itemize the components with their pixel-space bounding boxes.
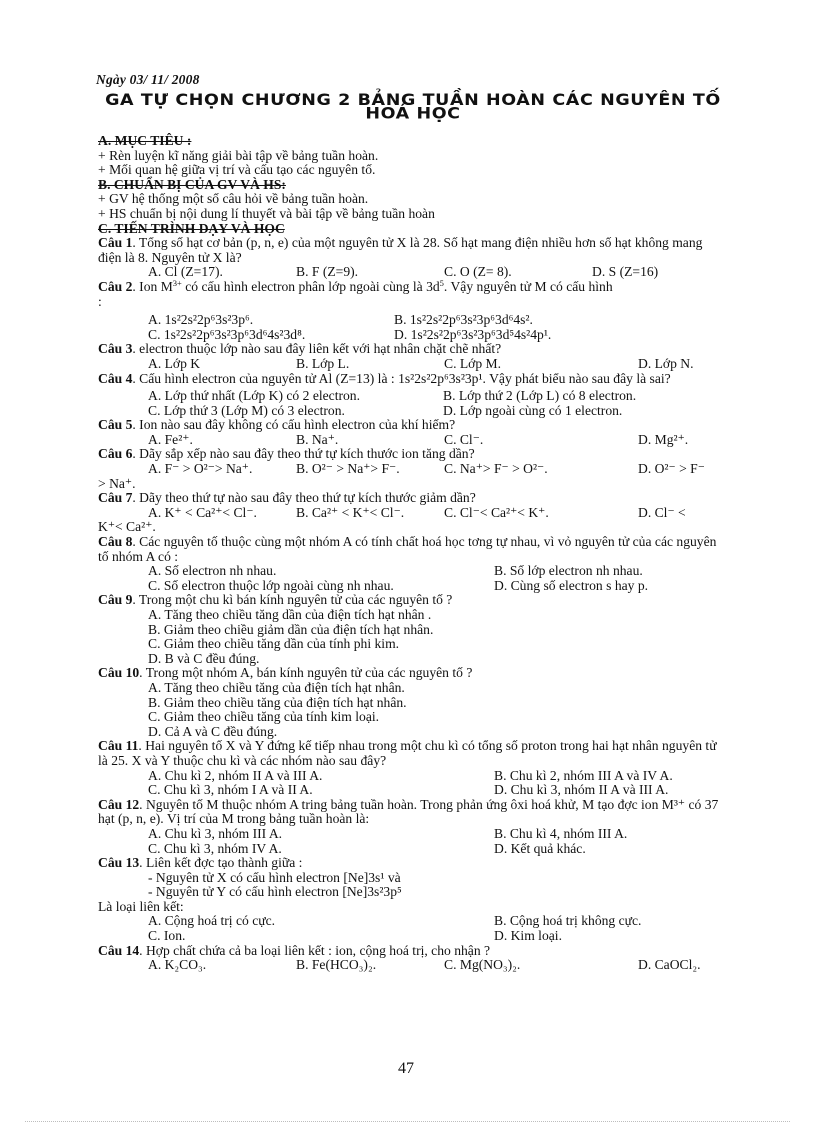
option-c: C. Cl⁻. [444, 431, 484, 447]
question-14 [98, 944, 728, 959]
question-text: . Liên kết đợc tạo thành giữa : [139, 855, 303, 871]
question-7 [98, 491, 728, 506]
question-label: Câu 5 [98, 417, 133, 433]
question-text: . Hợp chất chứa cả ba loại liên kết : ion, cộng hoá trị, cho nhận ? [139, 942, 491, 958]
option-d: D. Chu kì 3, nhóm II A và III A. [494, 782, 669, 798]
option-d-continuation: K⁺< Ca²⁺. [98, 519, 156, 535]
option-d: D. Kim loại. [494, 928, 562, 944]
question-label: Câu 7 [98, 490, 133, 506]
option-a: A. Cl (Z=17). [148, 264, 223, 280]
option-c: C. Na⁺> F⁻ > O²⁻. [444, 461, 548, 477]
option-b: B. F (Z=9). [296, 264, 359, 280]
section-a-heading: A. MỤC TIÊU : [98, 133, 192, 148]
options-row [98, 564, 728, 579]
question-label: Câu 11 [98, 738, 139, 754]
question-text: . Hai nguyên tố X và Y đứng kế tiếp nhau trong một chu kì có tổng số proton trong hai hạt nhân nguyên tử là 25. X và Y thuộc chu kì và các nhóm nào sau đây? [98, 738, 717, 768]
question-label: Câu 14 [98, 942, 140, 958]
option-b: B. Chu kì 4, nhóm III A. [494, 825, 628, 841]
option-a: A. Tăng theo chiều tăng dần của điện tích hạt nhân . [148, 607, 432, 622]
question-text: . Dãy theo thứ tự nào sau đây theo thứ tự kích thước giảm dần? [132, 490, 476, 506]
title-line-2: HOÁ HỌC [365, 104, 461, 123]
question-1 [98, 236, 728, 265]
question-label: Câu 6 [98, 446, 133, 462]
option-b: B. Lớp L. [296, 355, 350, 371]
option-d: D. 1s²2s²2p⁶3s²3p⁶3d⁵4s²4p¹. [394, 326, 552, 342]
options-row [98, 769, 728, 784]
question-label: Câu 2 [98, 278, 133, 294]
question-5 [98, 418, 728, 433]
option-d: D. Cả A và C đều đúng. [148, 723, 278, 739]
question-text: . Tổng số hạt cơ bản (p, n, e) của một nguyên tử X là 28. Số hạt mang điện nhiều hơn số hạt không mang điện là 8. Nguyên tử X là? [98, 235, 703, 265]
page-boundary-divider [25, 1121, 790, 1122]
options-row [98, 929, 728, 944]
question-text: . Vậy nguyên tử M có cấu hình [443, 278, 613, 294]
question-label: Câu 12 [98, 796, 140, 812]
question-text: . electron thuộc lớp nào sau đây liên kết với hạt nhân chặt chẽ nhất? [132, 341, 502, 357]
option-a: A. K⁺ < Ca²⁺< Cl⁻. [148, 504, 257, 520]
options-row [98, 783, 728, 798]
option-d: D. Mg²⁺. [638, 431, 689, 447]
date-line: Ngày 03/ 11/ 2008 [96, 72, 200, 87]
option-a: A. F⁻ > O²⁻> Na⁺. [148, 461, 253, 477]
option-b: B. O²⁻ > Na⁺> F⁻. [296, 461, 400, 477]
option-c: C. Lớp M. [444, 355, 502, 371]
option-a: A. Chu kì 2, nhóm II A và III A. [148, 767, 323, 783]
options-row [98, 404, 728, 419]
page-number: 47 [398, 1060, 414, 1077]
option-c: C. Ion. [148, 928, 186, 944]
question-2 [98, 277, 728, 295]
option-d: D. Cùng số electron s hay p. [494, 577, 649, 593]
option-d: D. Lớp ngoài cùng có 1 electron. [443, 402, 623, 418]
question-text-cont: : [98, 293, 102, 309]
superscript: 5 [439, 277, 444, 288]
section-b-heading: B. CHUẨN BỊ CỦA GV VÀ HS: [98, 176, 286, 192]
option-c: C. Cl⁻< Ca²⁺< K⁺. [444, 504, 549, 520]
option-b: B. Chu kì 2, nhóm III A và IV A. [494, 767, 673, 783]
options-row [98, 958, 728, 973]
option-d: D. S (Z=16) [592, 264, 659, 280]
question-label: Câu 1 [98, 235, 133, 251]
section-a-item: + Mối quan hệ giữa vị trí và cấu tạo các nguyên tố. [98, 162, 376, 178]
options-row [98, 827, 728, 842]
option-b: B. Ca²⁺ < K⁺< Cl⁻. [296, 504, 405, 520]
options-row [98, 914, 728, 929]
question-10 [98, 666, 728, 681]
option-d: D. Lớp N. [638, 355, 694, 371]
page-title [96, 91, 730, 123]
options-row [98, 389, 728, 404]
option-c: C. Chu kì 3, nhóm I A và II A. [148, 782, 313, 798]
option-b: B. Cộng hoá trị không cực. [494, 913, 642, 929]
superscript: 3+ [172, 277, 182, 288]
question-text: . Dãy sắp xếp nào sau đây theo thứ tự kích thước ion tăng dần? [132, 446, 475, 462]
question-label: Câu 13 [98, 855, 140, 871]
question-label: Câu 9 [98, 592, 133, 608]
option-a: A. K₂CO₃. [148, 957, 207, 973]
option-c: C. 1s²2s²2p⁶3s²3p⁶3d⁶4s²3d⁸. [148, 326, 306, 342]
option-a: A. Lớp K [148, 355, 201, 371]
question-text: có cấu hình electron phân lớp ngoài cùng là 3d [181, 278, 440, 294]
question-9 [98, 593, 728, 608]
question-text: . Các nguyên tố thuộc cùng một nhóm A có tính chất hoá học tơng tự nhau, vì vỏ nguyên tử của các nguyên tố nhóm A có : [98, 534, 717, 564]
option-b: B. 1s²2s²2p⁶3s²3p⁶3d⁶4s². [394, 312, 533, 328]
option-a: A. Tăng theo chiều tăng của điện tích hạt nhân. [148, 679, 405, 695]
question-text: . Trong một chu kì bán kính nguyên tử của các nguyên tố ? [132, 592, 453, 608]
option-d: D. B và C đều đúng. [148, 650, 260, 666]
question-subline: - Nguyên tử Y có cấu hình electron [Ne]3s²3p⁵ [148, 884, 402, 900]
option-a: A. Lớp thứ nhất (Lớp K) có 2 electron. [148, 388, 360, 404]
option-a: A. Cộng hoá trị có cực. [148, 913, 276, 929]
options-row [98, 328, 728, 343]
question-text: . Trong một nhóm A, bán kính nguyên tử của các nguyên tố ? [139, 665, 473, 681]
question-11 [98, 739, 728, 768]
options-row [98, 506, 728, 521]
section-b-item: + HS chuẩn bị nội dung lí thuyết và bài tập về bảng tuần hoàn [98, 205, 435, 221]
question-12 [98, 798, 728, 827]
question-6 [98, 447, 728, 462]
option-a: A. Fe²⁺. [148, 431, 193, 447]
option-a: A. Chu kì 3, nhóm III A. [148, 825, 283, 841]
option-b: B. Na⁺. [296, 431, 339, 447]
question-label: Câu 3 [98, 341, 133, 357]
question-lead: Là loại liên kết: [98, 898, 184, 914]
option-c: C. Mg(NO₃)₂. [444, 957, 521, 973]
option-c: C. Giảm theo chiều tăng của tính kim loại. [148, 709, 380, 725]
question-label: Câu 8 [98, 534, 133, 550]
option-b: B. Giảm theo chiều tăng của điện tích hạt nhân. [148, 694, 407, 710]
option-d: D. CaOCl₂. [638, 957, 701, 973]
question-subline: - Nguyên tử X có cấu hình electron [Ne]3s¹ và [148, 869, 401, 885]
section-a-item: + Rèn luyện kĩ năng giải bài tập về bảng tuần hoàn. [98, 147, 379, 163]
question-text: . Ion M [132, 278, 173, 294]
options-row [98, 462, 728, 477]
option-a: A. 1s²2s²2p⁶3s²3p⁶. [148, 312, 254, 328]
option-b: B. Số lớp electron nh nhau. [494, 563, 643, 579]
option-a: A. Số electron nh nhau. [148, 563, 277, 579]
question-13 [98, 856, 728, 871]
options-row [98, 579, 728, 594]
option-c: C. Giảm theo chiều tăng dần của tính phi kim. [148, 636, 400, 652]
section-c-heading: C. TIẾN TRÌNH DẠY VÀ HỌC [98, 220, 285, 236]
option-b: B. Lớp thứ 2 (Lớp L) có 8 electron. [443, 388, 637, 404]
question-text: . Nguyên tố M thuộc nhóm A tring bảng tuần hoàn. Trong phản ứng ôxi hoá khử, M tạo đợc ion M³⁺ có 37 hạt (p, n, e). Vị trí của M trong bảng tuần hoàn là: [98, 796, 719, 827]
option-c: C. Lớp thứ 3 (Lớp M) có 3 electron. [148, 402, 345, 418]
question-8 [98, 535, 728, 564]
question-3 [98, 342, 728, 357]
options-row [98, 265, 728, 280]
option-d: D. Kết quả khác. [494, 840, 586, 856]
question-label: Câu 4 [98, 370, 133, 386]
question-label: Câu 10 [98, 665, 140, 681]
option-d-continuation: > Na⁺. [98, 475, 136, 491]
question-text: . Cấu hình electron của nguyên tử Al (Z=13) là : 1s²2s²2p⁶3s²3p¹. Vậy phát biểu nào sau đây là sai? [132, 370, 671, 386]
option-c: C. O (Z= 8). [444, 264, 512, 280]
option-d: D. O²⁻ > F⁻ [638, 461, 705, 477]
section-b-item: + GV hệ thống một số câu hỏi về bảng tuần hoàn. [98, 191, 369, 207]
document-body [98, 134, 728, 973]
options-row [98, 357, 728, 372]
option-c: C. Chu kì 3, nhóm IV A. [148, 840, 282, 856]
title-line-1: GA TỰ CHỌN CHƯƠNG 2 BẢNG TUẦN HOÀN CÁC NGUYÊN TỐ [105, 91, 721, 110]
options-row [98, 842, 728, 857]
option-b: B. Giảm theo chiều giảm dần của điện tích hạt nhân. [148, 621, 434, 637]
options-row [98, 433, 728, 448]
question-4 [98, 372, 728, 387]
question-text: . Ion nào sau đây không có cấu hình electron của khí hiếm? [132, 417, 456, 433]
option-b: B. Fe(HCO₃)₂. [296, 957, 377, 973]
option-c: C. Số electron thuộc lớp ngoài cùng nh nhau. [148, 577, 394, 593]
options-row [98, 313, 728, 328]
option-d: D. Cl⁻ < [638, 504, 686, 520]
